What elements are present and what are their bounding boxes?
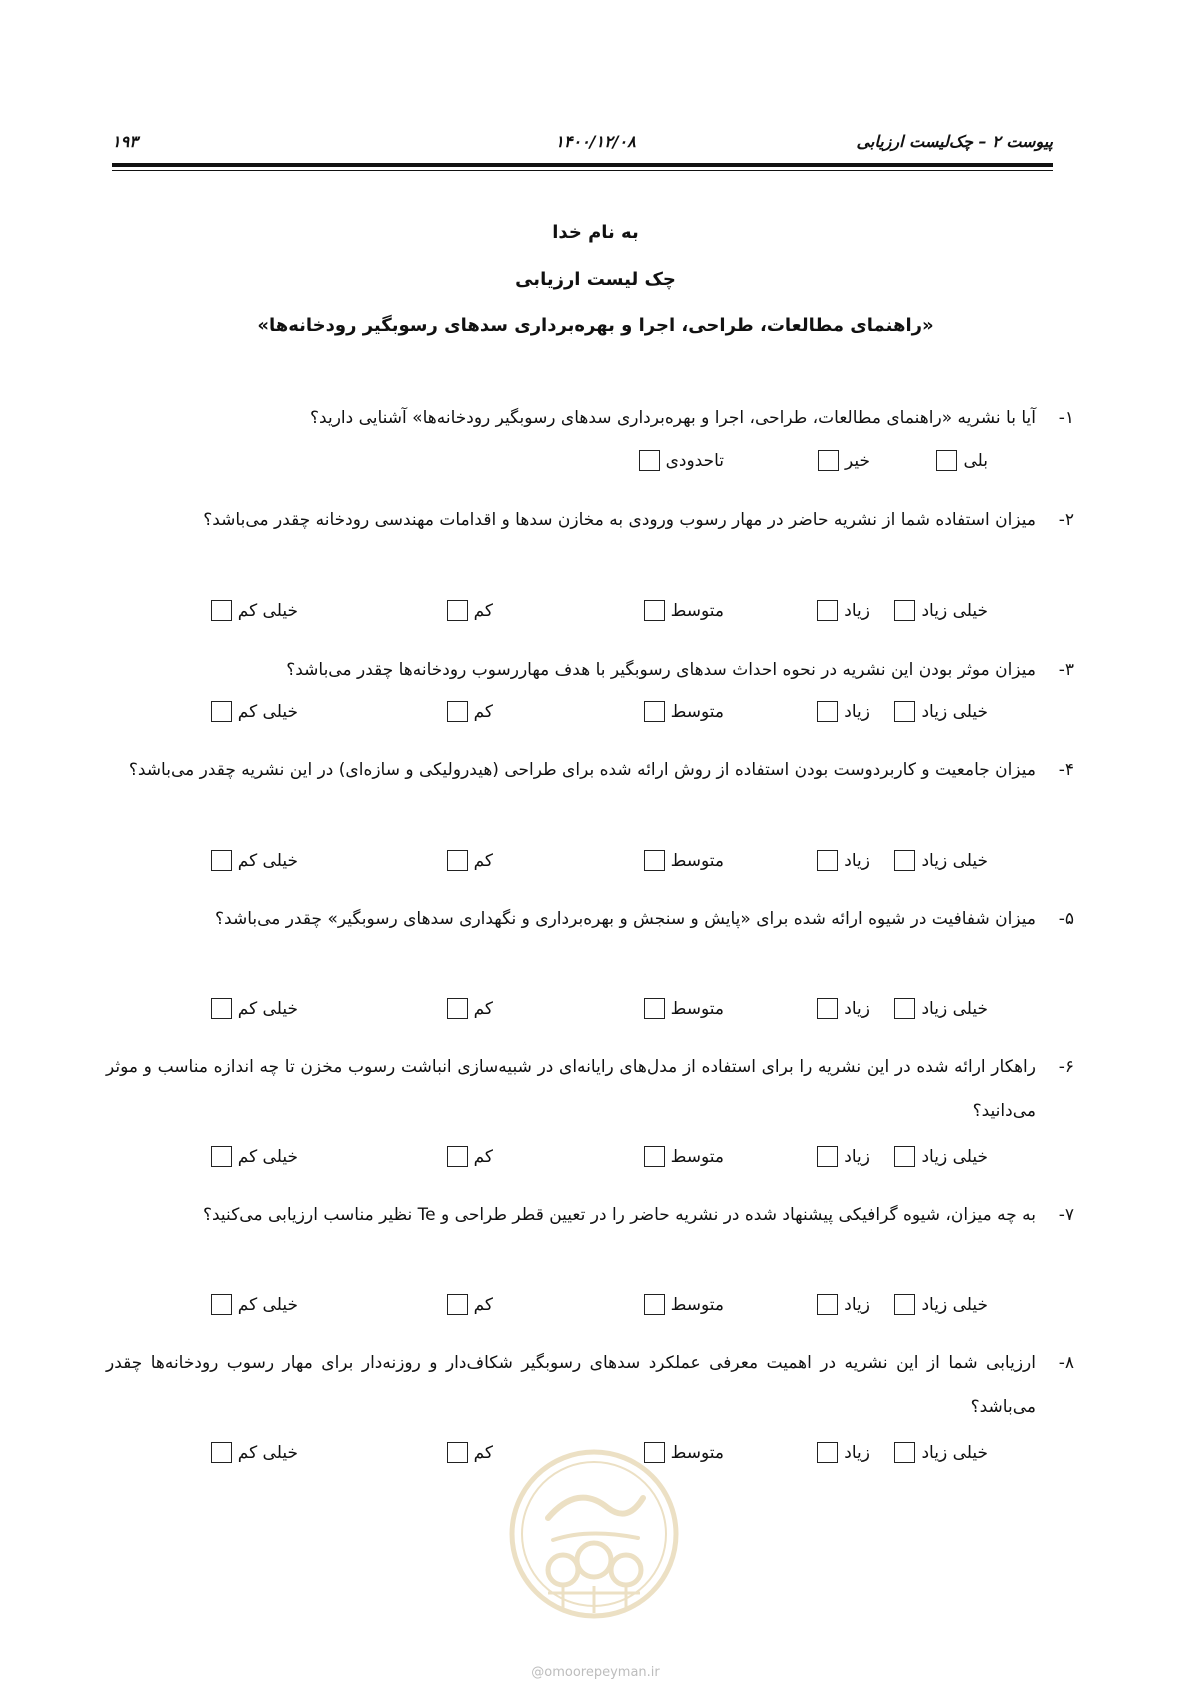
question-text: راهکار ارائه شده در این نشریه را برای استفاده از مدل‌های رایانه‌ای در شبیه‌سازی انباشت رسوب مخزن تا چه اندازه مناسب و موثر می‌دانید؟ bbox=[106, 1057, 1036, 1121]
option-label: خیلی زیاد bbox=[921, 850, 988, 871]
scale-option[interactable] bbox=[447, 701, 493, 722]
option-label: کم bbox=[473, 1294, 493, 1315]
checkbox[interactable] bbox=[211, 998, 232, 1019]
option-label: خیلی زیاد bbox=[921, 701, 988, 722]
scale-option[interactable] bbox=[817, 1146, 870, 1167]
question-number: ۶- bbox=[1058, 1057, 1074, 1077]
checkbox[interactable] bbox=[644, 701, 665, 722]
answer-row-2 bbox=[0, 600, 1191, 626]
question-number: ۱- bbox=[1058, 408, 1074, 428]
checkbox[interactable] bbox=[211, 701, 232, 722]
question-number: ۷- bbox=[1058, 1205, 1074, 1225]
checkbox[interactable] bbox=[447, 998, 468, 1019]
basmala: به نام خدا bbox=[552, 222, 639, 243]
question-text: میزان شفافیت در شیوه ارائه شده برای «پایش و سنجش و بهره‌برداری و نگهداری سدهای رسوبگیر» چقدر می‌باشد؟ bbox=[215, 909, 1036, 929]
option-label: کم bbox=[473, 1442, 493, 1463]
header-rule-thick bbox=[112, 163, 1053, 167]
scale-option[interactable] bbox=[894, 1294, 988, 1315]
checkbox[interactable] bbox=[817, 701, 838, 722]
option-label: خیلی کم bbox=[237, 1146, 298, 1167]
option-label: متوسط bbox=[670, 1294, 724, 1315]
checkbox[interactable] bbox=[639, 450, 660, 471]
scale-option[interactable] bbox=[644, 701, 724, 722]
checkbox[interactable] bbox=[818, 450, 839, 471]
checkbox[interactable] bbox=[817, 600, 838, 621]
option-label: زیاد bbox=[844, 998, 870, 1019]
scale-option[interactable] bbox=[644, 600, 724, 621]
scale-option[interactable] bbox=[644, 1294, 724, 1315]
scale-option[interactable] bbox=[211, 850, 298, 871]
option-label: زیاد bbox=[844, 600, 870, 621]
option-label: زیاد bbox=[844, 701, 870, 722]
option-label: متوسط bbox=[670, 600, 724, 621]
scale-option[interactable] bbox=[211, 1146, 298, 1167]
checkbox[interactable] bbox=[211, 850, 232, 871]
question-text: ارزیابی شما از این نشریه در اهمیت معرفی عملکرد سدهای رسوبگیر شکاف‌دار و روزنه‌دار برای مهار رسوب رودخانه‌ها چقدر می‌باشد؟ bbox=[106, 1353, 1036, 1417]
guide-title: «راهنمای مطالعات، طراحی، اجرا و بهره‌برداری سدهای رسوبگیر رودخانه‌ها» bbox=[257, 315, 934, 336]
option-label: زیاد bbox=[844, 1294, 870, 1315]
scale-option[interactable] bbox=[894, 1442, 988, 1463]
checkbox[interactable] bbox=[447, 701, 468, 722]
header-page-number: ۱۹۳ bbox=[112, 132, 138, 151]
checkbox[interactable] bbox=[211, 1442, 232, 1463]
option-label: متوسط bbox=[670, 701, 724, 722]
answer-row-4 bbox=[0, 850, 1191, 876]
scale-option[interactable] bbox=[211, 600, 298, 621]
option-label: کم bbox=[473, 1146, 493, 1167]
scale-option[interactable] bbox=[211, 701, 298, 722]
scale-option[interactable] bbox=[644, 1146, 724, 1167]
checkbox[interactable] bbox=[894, 1146, 915, 1167]
scale-option[interactable] bbox=[447, 1442, 493, 1463]
watermark-seal-icon bbox=[508, 1448, 680, 1620]
question-1 bbox=[106, 396, 1074, 440]
scale-option[interactable] bbox=[447, 600, 493, 621]
question-text: آیا با نشریه «راهنمای مطالعات، طراحی، اجرا و بهره‌برداری سدهای رسوبگیر رودخانه‌ها» آشنایی دارید؟ bbox=[310, 408, 1036, 428]
question-number: ۴- bbox=[1058, 760, 1074, 780]
checkbox[interactable] bbox=[644, 850, 665, 871]
question-3 bbox=[106, 648, 1074, 692]
option-yes[interactable] bbox=[936, 450, 988, 471]
option-label: متوسط bbox=[670, 1442, 724, 1463]
option-label: کم bbox=[473, 701, 493, 722]
option-no[interactable] bbox=[818, 450, 870, 471]
option-label: زیاد bbox=[844, 850, 870, 871]
option-label: خیلی زیاد bbox=[921, 600, 988, 621]
question-text: به چه میزان، شیوه گرافیکی پیشنهاد شده در نشریه حاضر را در تعیین قطر طراحی و Te نظیر مناسب ارزیابی می‌کنید؟ bbox=[202, 1205, 1036, 1225]
option-label: خیلی زیاد bbox=[921, 1294, 988, 1315]
answer-row-1 bbox=[0, 450, 1191, 476]
checkbox[interactable] bbox=[817, 1294, 838, 1315]
scale-option[interactable] bbox=[447, 998, 493, 1019]
checkbox[interactable] bbox=[644, 998, 665, 1019]
checkbox[interactable] bbox=[894, 701, 915, 722]
option-label: خیلی زیاد bbox=[921, 998, 988, 1019]
scale-option[interactable] bbox=[644, 850, 724, 871]
header-rule-thin bbox=[112, 170, 1053, 171]
option-label: متوسط bbox=[670, 998, 724, 1019]
option-label: خیلی زیاد bbox=[921, 1146, 988, 1167]
scale-option[interactable] bbox=[817, 998, 870, 1019]
answer-row-6 bbox=[0, 1146, 1191, 1172]
option-somewhat[interactable] bbox=[639, 450, 724, 471]
checkbox[interactable] bbox=[447, 1146, 468, 1167]
option-label: خیلی کم bbox=[237, 1442, 298, 1463]
question-text: میزان استفاده شما از نشریه حاضر در مهار رسوب ورودی به مخازن سدها و اقدامات مهندسی رودخانه چقدر می‌باشد؟ bbox=[203, 510, 1036, 530]
scale-option[interactable] bbox=[894, 1146, 988, 1167]
answer-row-3 bbox=[0, 701, 1191, 727]
checkbox[interactable] bbox=[211, 1146, 232, 1167]
question-7 bbox=[106, 1193, 1074, 1237]
option-label: کم bbox=[473, 998, 493, 1019]
question-6 bbox=[106, 1045, 1074, 1133]
question-number: ۳- bbox=[1058, 660, 1074, 680]
question-text: میزان موثر بودن این نشریه در نحوه احداث سدهای رسوبگیر با هدف مهاررسوب رودخانه‌ها چقدر می‌باشد؟ bbox=[286, 660, 1036, 680]
question-5 bbox=[106, 897, 1074, 941]
checkbox[interactable] bbox=[894, 600, 915, 621]
scale-option[interactable] bbox=[817, 1294, 870, 1315]
checkbox[interactable] bbox=[211, 1294, 232, 1315]
scale-option[interactable] bbox=[894, 998, 988, 1019]
scale-option[interactable] bbox=[211, 1294, 298, 1315]
answer-row-7 bbox=[0, 1294, 1191, 1320]
question-number: ۵- bbox=[1058, 909, 1074, 929]
checkbox[interactable] bbox=[894, 1442, 915, 1463]
checkbox[interactable] bbox=[817, 1146, 838, 1167]
option-label: خیلی کم bbox=[237, 1294, 298, 1315]
checkbox[interactable] bbox=[447, 850, 468, 871]
scale-option[interactable] bbox=[817, 850, 870, 871]
checkbox[interactable] bbox=[936, 450, 957, 471]
option-label: خیلی زیاد bbox=[921, 1442, 988, 1463]
scale-option[interactable] bbox=[447, 850, 493, 871]
checkbox[interactable] bbox=[644, 1294, 665, 1315]
question-number: ۲- bbox=[1058, 510, 1074, 530]
option-label: خیلی کم bbox=[237, 600, 298, 621]
option-label: بلی bbox=[963, 450, 988, 471]
checkbox[interactable] bbox=[447, 600, 468, 621]
option-label: تاحدودی bbox=[665, 450, 724, 471]
checkbox[interactable] bbox=[817, 1442, 838, 1463]
question-4 bbox=[106, 748, 1074, 792]
checkbox[interactable] bbox=[211, 600, 232, 621]
scale-option[interactable] bbox=[894, 600, 988, 621]
checkbox[interactable] bbox=[447, 1294, 468, 1315]
checklist-title: چک لیست ارزیابی bbox=[515, 269, 676, 290]
option-label: کم bbox=[473, 850, 493, 871]
option-label: خیلی کم bbox=[237, 701, 298, 722]
option-label: متوسط bbox=[670, 850, 724, 871]
scale-option[interactable] bbox=[894, 701, 988, 722]
answer-row-5 bbox=[0, 998, 1191, 1024]
checkbox[interactable] bbox=[644, 600, 665, 621]
scale-option[interactable] bbox=[894, 850, 988, 871]
checkbox[interactable] bbox=[817, 998, 838, 1019]
scale-option[interactable] bbox=[644, 998, 724, 1019]
question-2 bbox=[106, 498, 1074, 542]
checkbox[interactable] bbox=[894, 850, 915, 871]
option-label: متوسط bbox=[670, 1146, 724, 1167]
question-text: میزان جامعیت و کاربردوست بودن استفاده از روش ارائه شده برای طراحی (هیدرولیکی و سازه‌ای) در این نشریه چقدر می‌باشد؟ bbox=[128, 760, 1036, 780]
header-section-title: پیوست ۲ – چک‌لیست ارزیابی bbox=[856, 132, 1053, 151]
option-label: کم bbox=[473, 600, 493, 621]
option-label: زیاد bbox=[844, 1442, 870, 1463]
option-label: زیاد bbox=[844, 1146, 870, 1167]
option-label: خیلی کم bbox=[237, 998, 298, 1019]
watermark-site: @omoorepeyman.ir bbox=[531, 1665, 660, 1680]
scale-option[interactable] bbox=[817, 1442, 870, 1463]
checkbox[interactable] bbox=[894, 1294, 915, 1315]
scale-option[interactable] bbox=[447, 1146, 493, 1167]
option-label: خیلی کم bbox=[237, 850, 298, 871]
header-date: ۱۴۰۰/۱۲/۰۸ bbox=[555, 132, 636, 151]
scale-option[interactable] bbox=[447, 1294, 493, 1315]
scale-option[interactable] bbox=[211, 998, 298, 1019]
question-number: ۸- bbox=[1058, 1353, 1074, 1373]
checkbox[interactable] bbox=[644, 1146, 665, 1167]
checkbox[interactable] bbox=[447, 1442, 468, 1463]
checkbox[interactable] bbox=[817, 850, 838, 871]
scale-option[interactable] bbox=[211, 1442, 298, 1463]
question-8 bbox=[106, 1341, 1074, 1429]
scale-option[interactable] bbox=[817, 701, 870, 722]
checkbox[interactable] bbox=[894, 998, 915, 1019]
scale-option[interactable] bbox=[817, 600, 870, 621]
option-label: خیر bbox=[844, 450, 870, 471]
